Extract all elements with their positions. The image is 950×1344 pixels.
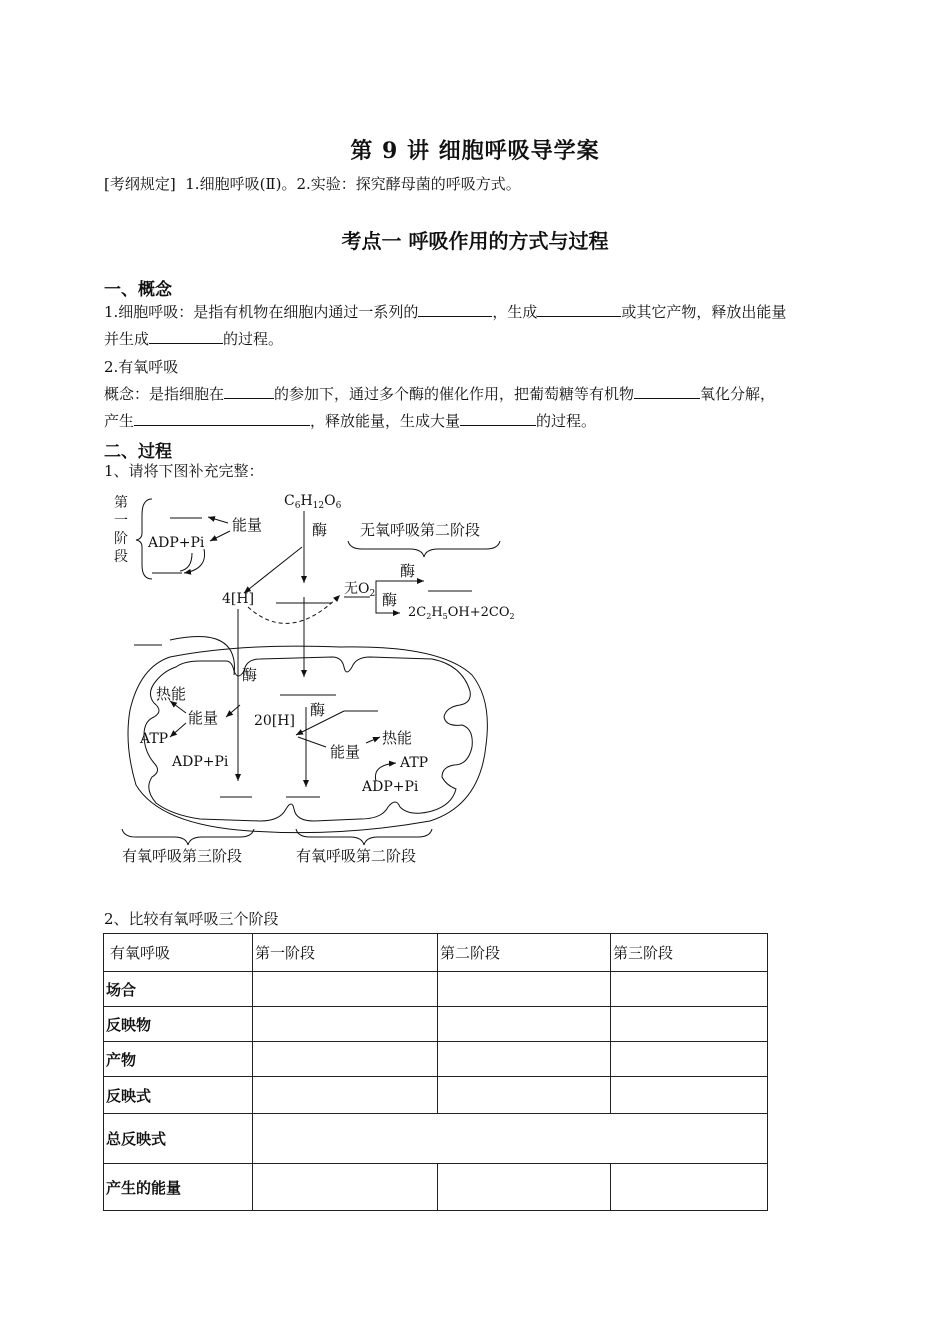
table-cell[interactable] — [253, 1077, 438, 1114]
fill-blank[interactable] — [460, 409, 536, 426]
syllabus-text: 1.细胞呼吸(Ⅱ)。2.实验：探究酵母菌的呼吸方式。 — [185, 175, 521, 193]
respiration-diagram — [100, 485, 530, 875]
compare-caption-text: 2、比较有氧呼吸三个阶段 — [104, 910, 279, 928]
text-span: ，释放能量，生成大量 — [310, 412, 461, 430]
table-cell[interactable] — [438, 1042, 611, 1077]
header-cell: 第三阶段 — [611, 934, 768, 972]
aerobic-heading: 2.有氧呼吸 — [104, 358, 179, 376]
stage1-char: 一 — [114, 513, 128, 529]
dashed-arrow — [248, 595, 340, 623]
enzyme-label: 酶 — [242, 666, 258, 684]
fill-blank[interactable] — [134, 409, 310, 426]
arrow — [208, 517, 228, 523]
aerobic-stage2-label: 有氧呼吸第二阶段 — [296, 847, 417, 865]
brace — [348, 541, 500, 557]
header-cell: 第二阶段 — [438, 934, 611, 972]
adp-pi-label: ADP+Pi — [362, 779, 419, 795]
h20-label: 20[H] — [254, 713, 295, 729]
table-cell[interactable] — [611, 1042, 768, 1077]
text-span: 1.细胞呼吸：是指有机物在细胞内通过一系列的 — [104, 303, 419, 321]
concept-paragraph-1 — [104, 299, 864, 353]
anaerobic-stage2-label: 无氧呼吸第二阶段 — [360, 521, 481, 539]
table-cell[interactable] — [611, 1077, 768, 1114]
table-row — [104, 972, 768, 1007]
table-cell[interactable] — [438, 1007, 611, 1042]
curve — [170, 637, 234, 675]
energy-label: 能量 — [232, 516, 263, 534]
row-label: 场合 — [104, 972, 253, 1007]
header-cell: 有氧呼吸 — [104, 934, 253, 972]
energy-label: 能量 — [330, 743, 361, 761]
arrow — [170, 723, 186, 737]
concept-paragraph-2 — [104, 381, 864, 435]
row-label: 总反映式 — [104, 1114, 253, 1164]
table-cell[interactable] — [611, 1164, 768, 1211]
text-span: 氧化分解， — [700, 385, 776, 403]
table-row — [104, 1077, 768, 1114]
stage1-char: 第 — [114, 495, 128, 511]
table-row — [104, 1007, 768, 1042]
enzyme-label: 酶 — [382, 591, 398, 609]
stage1-char: 阶 — [114, 531, 128, 547]
table-cell[interactable] — [438, 1164, 611, 1211]
page-title: 第 9 讲 细胞呼吸导学案 — [350, 138, 600, 164]
no-o2-label: 无$O_2$ — [344, 581, 376, 599]
table-cell[interactable] — [253, 1114, 768, 1164]
brace — [296, 829, 432, 845]
atp-label: ATP — [140, 731, 169, 747]
table-row — [104, 1164, 768, 1211]
row-label: 产物 — [104, 1042, 253, 1077]
syllabus-label: [考纲规定] — [104, 175, 176, 193]
adp-pi-label: ADP+Pi — [172, 754, 229, 770]
enzyme-label: 酶 — [310, 701, 326, 719]
ethanol-label: $2C_2H_5OH+2CO_2$ — [408, 605, 515, 621]
text-span: 概念：是指细胞在 — [104, 385, 225, 403]
compare-caption — [104, 906, 279, 933]
compare-table — [103, 933, 768, 1211]
section-concept-heading: 一、概念 — [104, 280, 172, 300]
fill-blank[interactable] — [537, 300, 621, 317]
text-span: 产生 — [104, 412, 135, 430]
row-label: 反映式 — [104, 1077, 253, 1114]
text-span: 并生成 — [104, 330, 150, 348]
table-cell[interactable] — [253, 1007, 438, 1042]
aerobic-stage3-label: 有氧呼吸第三阶段 — [122, 847, 243, 865]
mitochondrion-inner — [144, 657, 472, 821]
text-span: 的过程。 — [536, 412, 597, 430]
atp-label: ATP — [400, 755, 429, 771]
mitochondrion-outer — [128, 646, 487, 833]
enzyme-label: 酶 — [312, 521, 328, 539]
table-cell[interactable] — [611, 1007, 768, 1042]
syllabus-line — [104, 173, 521, 194]
curve — [180, 553, 192, 571]
connector — [298, 737, 326, 747]
row-label: 产生的能量 — [104, 1164, 253, 1211]
table-cell[interactable] — [253, 1164, 438, 1211]
fill-blank[interactable] — [634, 382, 700, 399]
arrow — [210, 531, 230, 541]
table-row — [104, 1042, 768, 1077]
table-cell[interactable] — [611, 972, 768, 1007]
row-label: 反映物 — [104, 1007, 253, 1042]
section-process-heading: 二、过程 — [104, 442, 172, 462]
fill-blank[interactable] — [149, 327, 223, 344]
arrow — [184, 549, 205, 573]
text-span: 的参加下，通过多个酶的催化作用，把葡萄糖等有机物 — [274, 385, 635, 403]
arrow — [244, 547, 302, 593]
header-cell: 第一阶段 — [253, 934, 438, 972]
table-header-row — [104, 934, 768, 972]
table-cell[interactable] — [438, 1077, 611, 1114]
h4-label: 4[H] — [222, 591, 255, 607]
stage1-char: 段 — [114, 549, 128, 565]
text-span: 的过程。 — [223, 330, 284, 348]
fill-blank[interactable] — [224, 382, 274, 399]
glucose-label: $C_6H_{12}O_6$ — [284, 493, 342, 511]
text-span: 或其它产物，释放出能量 — [621, 303, 787, 321]
topic-heading: 考点一 呼吸作用的方式与过程 — [341, 229, 609, 253]
table-cell[interactable] — [438, 972, 611, 1007]
fill-blank[interactable] — [418, 300, 492, 317]
table-cell[interactable] — [253, 1042, 438, 1077]
adp-pi-label: ADP+Pi — [148, 535, 205, 551]
heat-label: 热能 — [382, 729, 413, 747]
arrow — [366, 737, 380, 743]
heat-label: 热能 — [156, 685, 187, 703]
process-instruction: 1、请将下图补充完整： — [104, 462, 264, 480]
table-row — [104, 1114, 768, 1164]
enzyme-label: 酶 — [400, 562, 416, 580]
brace — [122, 829, 254, 845]
text-span: ，生成 — [492, 303, 538, 321]
table-cell[interactable] — [253, 972, 438, 1007]
energy-label: 能量 — [188, 709, 219, 727]
